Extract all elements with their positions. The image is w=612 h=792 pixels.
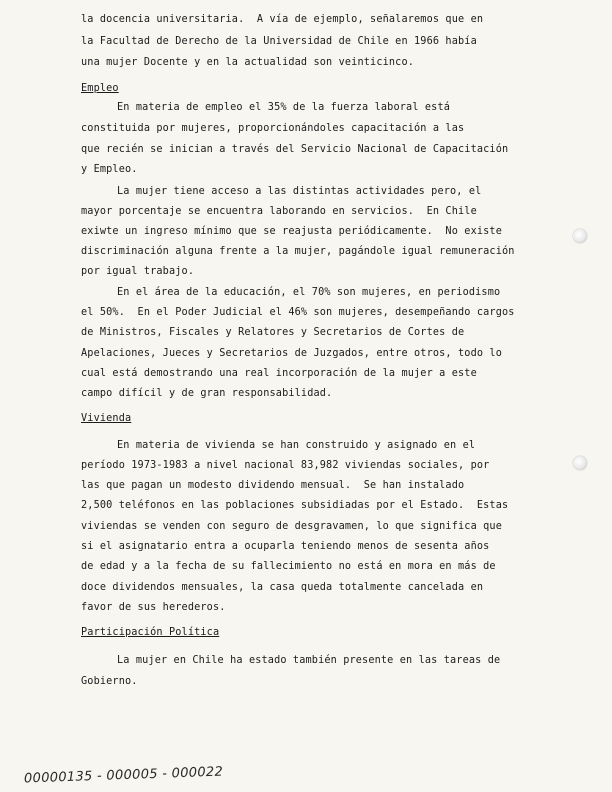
- text-line: cual está demostrando una real incorporación de la mujer a este: [81, 368, 477, 379]
- text-line: de Ministros, Fiscales y Relatores y Secretarios de Cortes de: [81, 327, 465, 338]
- text-line: La mujer en Chile ha estado también presente en las tareas de: [117, 655, 501, 666]
- text-line: En materia de vivienda se han construido y asignado en el: [117, 440, 476, 451]
- text-line: que recién se inician a través del Servicio Nacional de Capacitación: [81, 144, 509, 155]
- text-line: campo difícil y de gran responsabilidad.: [81, 388, 333, 399]
- text-line: favor de sus herederos.: [81, 602, 226, 613]
- text-line: si el asignatario entra a ocuparla teniendo menos de sesenta años: [81, 541, 490, 552]
- text-line: una mujer Docente y en la actualidad son veinticinco.: [81, 57, 415, 68]
- text-line: La mujer tiene acceso a las distintas actividades pero, el: [117, 186, 482, 197]
- text-line: En materia de empleo el 35% de la fuerza laboral está: [117, 102, 451, 113]
- section-heading-vivienda: Vivienda: [81, 413, 132, 424]
- text-line: constituida por mujeres, proporcionándoles capacitación a las: [81, 123, 465, 134]
- text-line: 2,500 teléfonos en las poblaciones subsidiadas por el Estado. Estas: [81, 500, 509, 511]
- text-line: Gobierno.: [81, 676, 138, 687]
- text-line: la Facultad de Derecho de la Universidad de Chile en 1966 había: [81, 36, 477, 47]
- section-heading-participacion-politica: Participación Política: [81, 627, 220, 638]
- text-line: viviendas se venden con seguro de desgravamen, lo que significa que: [81, 521, 502, 532]
- text-line: por igual trabajo.: [81, 266, 195, 277]
- text-line: las que pagan un modesto dividendo mensual. Se han instalado: [81, 480, 465, 491]
- text-line: doce dividendos mensuales, la casa queda totalmente cancelada en: [81, 582, 484, 593]
- text-line: mayor porcentaje se encuentra laborando en servicios. En Chile: [81, 206, 477, 217]
- text-line: período 1973-1983 a nivel nacional 83,982 viviendas sociales, por: [81, 460, 490, 471]
- handwritten-archive-number: 00000135 - 000005 - 000022: [23, 764, 224, 787]
- text-line: discriminación alguna frente a la mujer, pagándole igual remuneración: [81, 246, 515, 257]
- text-line: y Empleo.: [81, 164, 138, 175]
- section-heading-empleo: Empleo: [81, 83, 119, 94]
- text-line: Apelaciones, Jueces y Secretarios de Juzgados, entre otros, todo lo: [81, 348, 502, 359]
- text-line: exiwte un ingreso mínimo que se reajusta periódicamente. No existe: [81, 226, 502, 237]
- text-line: de edad y a la fecha de su fallecimiento no está en mora en más de: [81, 561, 496, 572]
- punch-hole-icon: [573, 456, 587, 470]
- text-line: el 50%. En el Poder Judicial el 46% son mujeres, desempeñando cargos: [81, 307, 515, 318]
- text-line: En el área de la educación, el 70% son mujeres, en periodismo: [117, 287, 501, 298]
- text-line: la docencia universitaria. A vía de ejemplo, señalaremos que en: [81, 14, 484, 25]
- punch-hole-icon: [573, 229, 587, 243]
